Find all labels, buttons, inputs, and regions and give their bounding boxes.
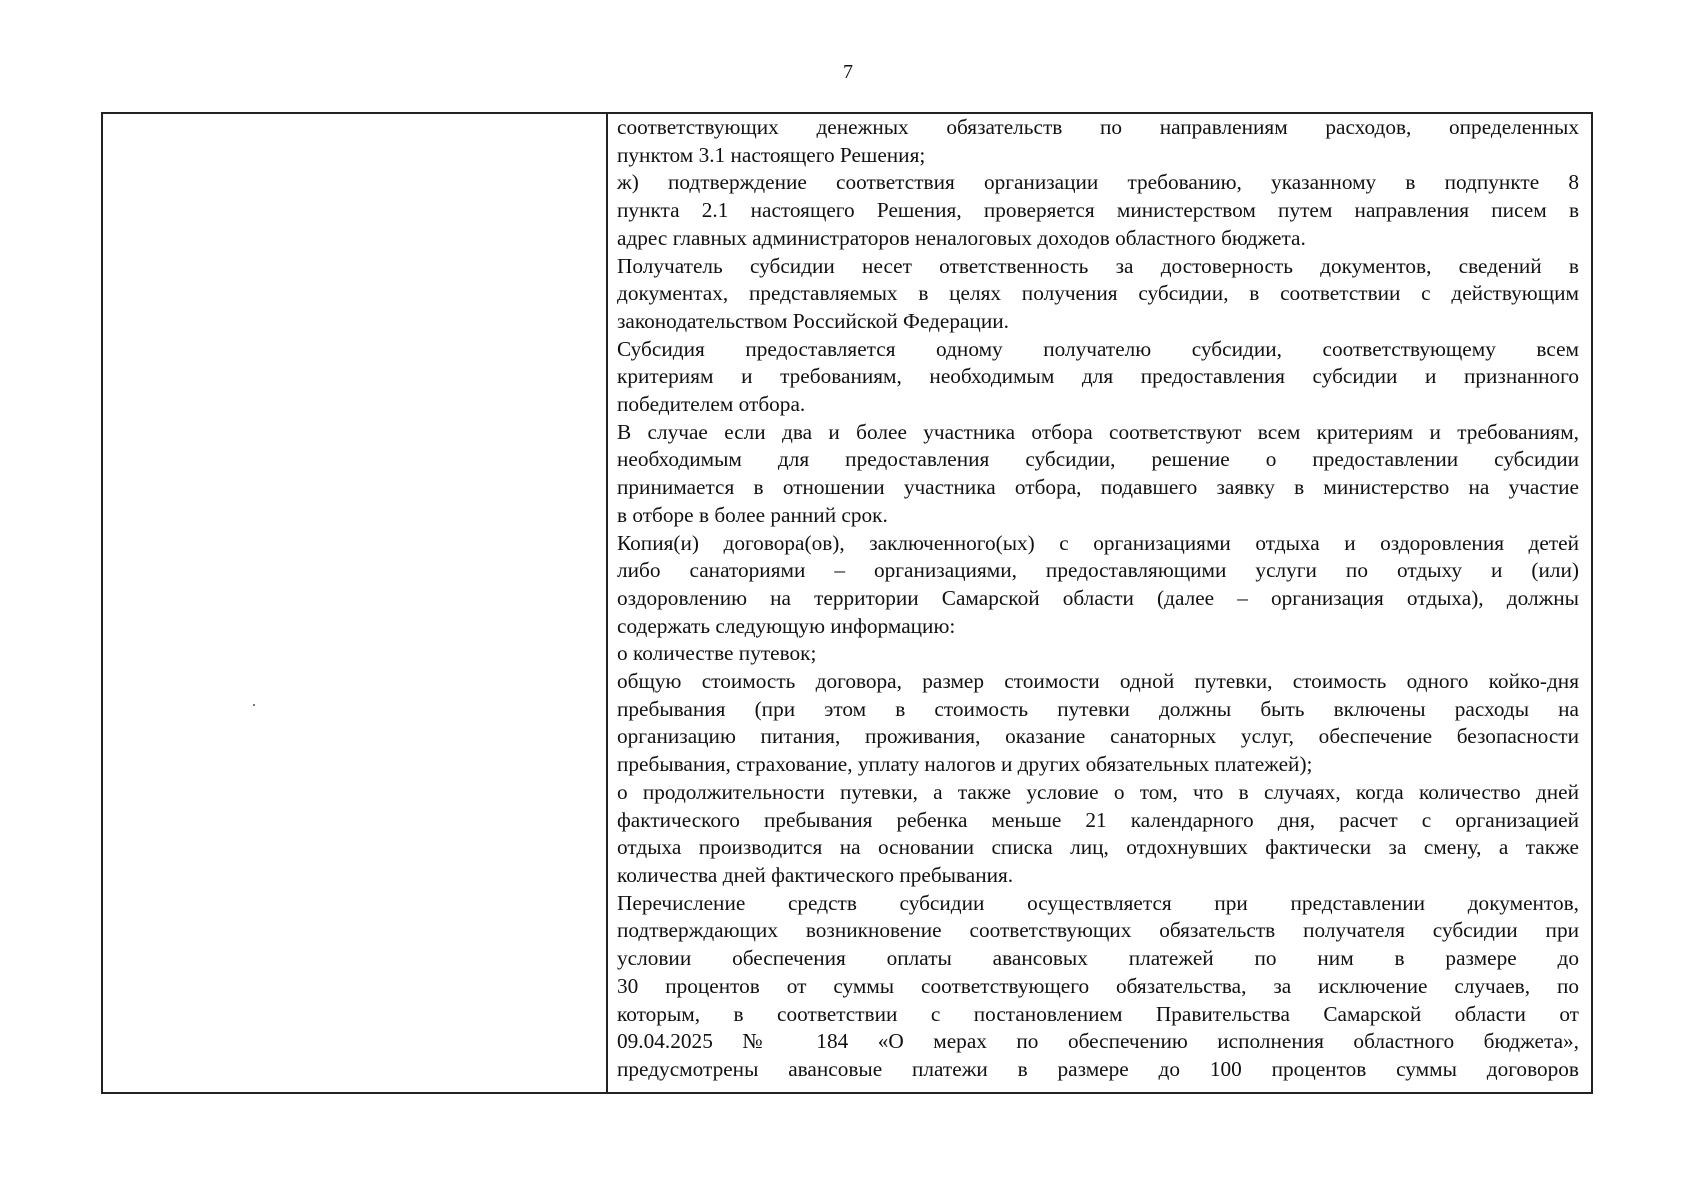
text-line: условии обеспечения оплаты авансовых платежей по ним в размере до bbox=[617, 946, 1579, 971]
text-line: о продолжительности путевки, а также условие о том, что в случаях, когда количество дней bbox=[617, 779, 1579, 804]
text-line: законодательством Российской Федерации. bbox=[617, 308, 1009, 333]
text-line: принимается в отношении участника отбора, подавшего заявку в министерство на участие bbox=[617, 475, 1579, 500]
paragraph-responsibility bbox=[617, 253, 1579, 336]
paragraph-single-recipient bbox=[617, 336, 1579, 419]
text-line: документах, представляемых в целях получения субсидии, в соответствии с действующим bbox=[617, 281, 1579, 306]
text-line: подтверждающих возникновение соответствующих обязательств получателя субсидии при bbox=[617, 918, 1579, 943]
text-line: ж) подтверждение соответствия организации требованию, указанному в подпункте 8 bbox=[617, 170, 1579, 195]
text-line: в отборе в более ранний срок. bbox=[617, 502, 888, 527]
text-line: организацию питания, проживания, оказание санаторных услуг, обеспечение безопасности bbox=[617, 724, 1579, 749]
text-line: общую стоимость договора, размер стоимости одной путевки, стоимость одного койко-дня bbox=[617, 669, 1579, 694]
text-line: количества дней фактического пребывания. bbox=[617, 862, 1014, 887]
text-line: пребывания, страхование, уплату налогов и других обязательных платежей); bbox=[617, 752, 1313, 777]
paragraph-voucher-duration bbox=[617, 779, 1579, 890]
text-line: предусмотрены авансовые платежи в размере до 100 процентов суммы договоров bbox=[617, 1056, 1579, 1081]
text-line: Субсидия предоставляется одному получателю субсидии, соответствующему всем bbox=[617, 336, 1579, 361]
text-line: пребывания (при этом в стоимость путевки должны быть включены расходы на bbox=[617, 696, 1579, 721]
text-line: 09.04.2025 № 184 «О мерах по обеспечению исполнения областного бюджета», bbox=[617, 1029, 1579, 1054]
paragraph-obligations bbox=[617, 114, 1579, 169]
paragraph-fund-transfer bbox=[617, 890, 1579, 1084]
paragraph-item-zh bbox=[617, 169, 1579, 252]
text-line: Получатель субсидии несет ответственность за достоверность документов, сведений в bbox=[617, 253, 1579, 278]
text-line: пунктом 3.1 настоящего Решения; bbox=[617, 142, 926, 167]
text-line: которым, в соответствии с постановлением Правительства Самарской области от bbox=[617, 1001, 1579, 1026]
text-line: адрес главных администраторов неналоговых доходов областного бюджета. bbox=[617, 225, 1306, 250]
table-left-column bbox=[103, 114, 608, 1092]
text-line: 30 процентов от суммы соответствующего обязательства, за исключение случаев, по bbox=[617, 973, 1579, 998]
text-line: фактического пребывания ребенка меньше 21 календарного дня, расчет с организацией bbox=[617, 807, 1579, 832]
text-line: Копия(и) договора(ов), заключенного(ых) с организациями отдыха и оздоровления детей bbox=[617, 530, 1579, 555]
text-line: Перечисление средств субсидии осуществляется при представлении документов, bbox=[617, 890, 1579, 915]
table-right-column bbox=[608, 114, 1591, 1092]
paragraph-voucher-count bbox=[617, 640, 1579, 668]
text-line: соответствующих денежных обязательств по направлениям расходов, определенных bbox=[617, 115, 1579, 139]
text-line: отдыха производится на основании списка лиц, отдохнувших фактически за смену, а также bbox=[617, 835, 1579, 860]
text-line: необходимым для предоставления субсидии, решение о предоставлении субсидии bbox=[617, 447, 1579, 472]
text-line: либо санаториями – организациями, предоставляющими услуги по отдыху и (или) bbox=[617, 558, 1579, 583]
paragraph-two-participants bbox=[617, 419, 1579, 530]
scan-speck bbox=[253, 704, 255, 706]
paragraph-contract-cost bbox=[617, 668, 1579, 779]
document-table bbox=[101, 112, 1593, 1094]
text-line: содержать следующую информацию: bbox=[617, 613, 956, 638]
page-number: 7 bbox=[843, 61, 853, 83]
text-line: критериям и требованиям, необходимым для предоставления субсидии и признанного bbox=[617, 364, 1579, 389]
text-line: оздоровлению на территории Самарской области (далее – организация отдыха), должны bbox=[617, 585, 1579, 610]
text-line: пункта 2.1 настоящего Решения, проверяется министерством путем направления писем в bbox=[617, 198, 1579, 223]
text-line: победителем отбора. bbox=[617, 392, 806, 417]
text-line: о количестве путевок; bbox=[617, 641, 817, 666]
paragraph-contract-copies bbox=[617, 530, 1579, 641]
text-line: В случае если два и более участника отбора соответствуют всем критериям и требованиям, bbox=[617, 419, 1579, 444]
